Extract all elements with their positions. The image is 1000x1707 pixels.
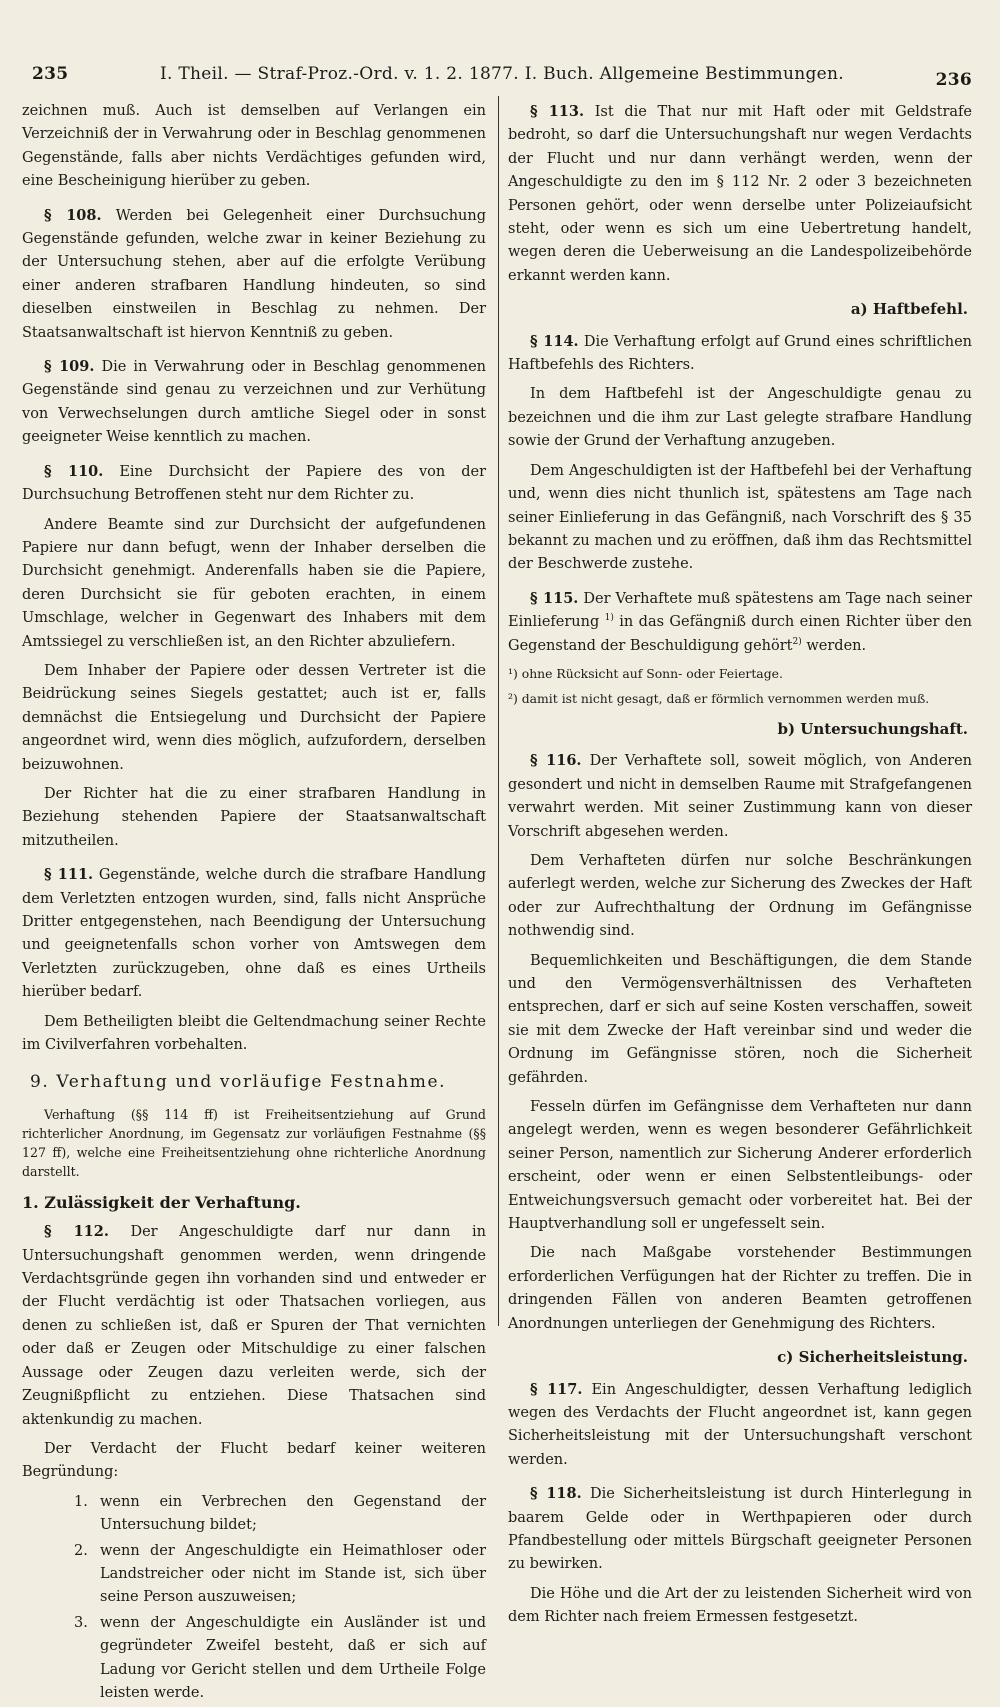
list-item bbox=[22, 1491, 486, 1538]
section-110-paragraph: Dem Inhaber der Papiere oder dessen Vertreter ist die Beidrückung seines Siegels gestattet; auch ist er, falls demnächst die Entsiegelung und Durchsicht der Papiere angeordnet wird, wenn dies möglich, aufzufordern, derselben beizuwohnen. bbox=[22, 662, 486, 773]
running-header bbox=[32, 62, 972, 94]
subsection-heading-a: a) Haftbefehl. bbox=[850, 300, 968, 319]
section-text: in das Gefängniß durch einen Richter über den Gegenstand der Beschuldigung gehört bbox=[508, 614, 972, 654]
list-item bbox=[22, 1540, 486, 1610]
section-118 bbox=[508, 1482, 972, 1577]
section-118-paragraph: Die Höhe und die Art der zu leistenden Sicherheit wird von dem Richter nach freiem Ermessen festgesetzt. bbox=[508, 1585, 972, 1626]
section-111 bbox=[22, 863, 486, 1004]
section-text: Die Verhaftung erfolgt auf Grund eines schriftlichen Haftbefehls des Richters. bbox=[508, 333, 973, 374]
section-text: Die Sicherheitsleistung ist durch Hinterlegung in baarem Gelde oder in Werthpapieren oder durch Pfandbestellung oder mittels Bürgschaft geeigneter Personen zu bewirken. bbox=[508, 1486, 973, 1573]
list-number: 1. bbox=[74, 1493, 88, 1510]
section-number: § 117. bbox=[530, 1380, 583, 1398]
section-114-paragraph: Dem Angeschuldigten ist der Haftbefehl bei der Verhaftung und, wenn dies nicht thunlich ist, spätestens am Tage nach seiner Einlieferung in das Gefängniß, nach Vorschrift des § 35 bekannt zu machen und zu eröffnen, daß ihm das Rechtsmittel der Beschwerde zustehe. bbox=[508, 462, 972, 573]
section-number: § 118. bbox=[530, 1485, 582, 1503]
section-112-paragraph: Der Verdacht der Flucht bedarf keiner weiteren Begründung: bbox=[22, 1440, 486, 1481]
section-116 bbox=[508, 749, 972, 844]
section-text: Eine Durchsicht der Papiere des von der Durchsuchung Betroffenen steht nur dem Richter zu. bbox=[22, 463, 486, 504]
footnote: ²) damit ist nicht gesagt, daß er förmlich vernommen werden muß. bbox=[508, 690, 930, 706]
section-110-paragraph: Der Richter hat die zu einer strafbaren Handlung in Beziehung stehenden Papiere der Staatsanwaltschaft mitzutheilen. bbox=[22, 785, 486, 849]
chapter-note: Verhaftung (§§ 114 ff) ist Freiheitsentziehung auf Grund richterlicher Anordnung, im Gegensatz zur vorläufigen Festnahme (§§ 127 ff), welche eine Freiheitsentziehung ohne richterliche Anordnung darstellt. bbox=[22, 1106, 486, 1179]
list-text: wenn der Angeschuldigte ein Heimathloser oder Landstreicher oder nicht im Stande ist, sich über seine Person auszuweisen; bbox=[100, 1542, 486, 1606]
section-number: § 109. bbox=[44, 358, 95, 376]
section-110 bbox=[22, 460, 486, 508]
section-text: Der Angeschuldigte darf nur dann in Untersuchungshaft genommen werden, wenn dringende Verdachtsgründe gegen ihn vorhanden sind und entweder er der Flucht verdächtig ist oder Thatsachen vorliegen, aus denen zu schließen ist, daß er Spuren der That vernichten oder daß er Zeugen oder Mitschuldige zu einer falschen Aussage oder Zeugen dazu verleiten werde, sich der Zeugnißpflicht zu entziehen. Diese Thatsachen sind aktenkundig zu machen. bbox=[22, 1224, 486, 1428]
list-text: wenn der Angeschuldigte ein Ausländer ist und gegründeter Zweifel besteht, daß er sich auf Ladung vor Gericht stellen und dem Urtheile Folge leisten werde. bbox=[100, 1614, 486, 1701]
section-text: Der Verhaftete soll, soweit möglich, von Anderen gesondert und nicht in demselben Raume mit Strafgefangenen verwahrt werden. Mit seiner Zustimmung kann von dieser Vorschrift abgesehen werden. bbox=[508, 753, 972, 840]
footnote-marker: 1) bbox=[604, 613, 614, 624]
section-109 bbox=[22, 355, 486, 450]
section-text: werden. bbox=[806, 637, 867, 654]
running-title: I. Theil. — Straf-Proz.-Ord. v. 1. 2. 1877. I. Buch. Allgemeine Bestimmungen. bbox=[160, 64, 844, 84]
section-117 bbox=[508, 1378, 972, 1473]
subsection-heading: 1. Zulässigkeit der Verhaftung. bbox=[22, 1192, 301, 1212]
section-number: § 116. bbox=[530, 752, 582, 770]
column-divider bbox=[498, 96, 499, 1326]
section-113 bbox=[508, 100, 972, 288]
section-112 bbox=[22, 1220, 486, 1432]
section-110-paragraph: Andere Beamte sind zur Durchsicht der aufgefundenen Papiere nur dann befugt, wenn der Inhaber derselben die Durchsicht genehmigt. Anderenfalls haben sie die Papiere, deren Durchsicht sie für geboten erachten, in einem Umschlage, welcher in Gegenwart des Inhabers mit dem Amtssiegel zu verschließen ist, an den Richter abzuliefern. bbox=[22, 516, 486, 650]
section-number: § 110. bbox=[44, 462, 104, 480]
section-text: Gegenstände, welche durch die strafbare Handlung dem Verletzten entzogen wurden, sind, falls nicht Ansprüche Dritter entgegenstehen, nach Beendigung der Untersuchung und geeignetenfalls schon vorher von Amtswegen dem Verletzten zurückzugeben, ohne daß es eines Urtheils hierüber bedarf. bbox=[22, 867, 486, 1001]
section-number: § 113. bbox=[530, 103, 585, 120]
section-116-paragraph: Die nach Maßgabe vorstehender Bestimmungen erforderlichen Verfügungen hat der Richter zu treffen. Die in dringenden Fällen von anderen Beamten getroffenen Anordnungen unterliegen der Genehmigung des Richters. bbox=[508, 1245, 972, 1332]
section-116-paragraph: Dem Verhafteten dürfen nur solche Beschränkungen auferlegt werden, welche zur Sicherung des Zweckes der Haft oder zur Aufrechthaltung der Ordnung im Gefängnisse nothwendig sind. bbox=[508, 852, 972, 940]
section-108 bbox=[22, 204, 486, 345]
list-number: 3. bbox=[74, 1614, 88, 1631]
chapter-heading: 9. Verhaftung und vorläufige Festnahme. bbox=[30, 1072, 447, 1093]
subsection-heading-b: b) Untersuchungshaft. bbox=[777, 719, 968, 738]
section-number: § 112. bbox=[44, 1223, 109, 1241]
section-116-paragraph: Fesseln dürfen im Gefängnisse dem Verhafteten nur dann angelegt werden, wenn es wegen besonderer Gefährlichkeit seiner Person, namentlich zur Sicherung Anderer erforderlich erscheint, oder wenn er einen Selbstentleibungs- oder Entweichungsversuch gemacht oder vorbereitet hat. Bei der Hauptverhandlung soll er ungefesselt sein. bbox=[508, 1099, 972, 1233]
section-text: Der Verhaftete muß spätestens am Tage nach seiner Einlieferung bbox=[508, 590, 972, 631]
section-114-paragraph: In dem Haftbefehl ist der Angeschuldigte genau zu bezeichnen und die ihm zur Last gelegte strafbare Handlung sowie der Grund der Verhaftung anzugeben. bbox=[508, 386, 972, 450]
page-number-right: 236 bbox=[935, 70, 972, 90]
section-115 bbox=[508, 587, 972, 658]
list-text: wenn ein Verbrechen den Gegenstand der Untersuchung bildet; bbox=[100, 1493, 486, 1534]
section-number: § 114. bbox=[530, 332, 579, 350]
page-number-left: 235 bbox=[32, 64, 69, 84]
left-column bbox=[22, 100, 486, 1707]
section-text: Werden bei Gelegenheit einer Durchsuchung Gegenstände gefunden, welche zwar in keiner Beziehung zu der Untersuchung stehen, aber auf die erfolgte Verübung einer anderen strafbaren Handlung hindeuten, so sind dieselben einstweilen in Beschlag zu nehmen. Der Staatsanwaltschaft ist hiervon Kenntniß zu geben. bbox=[22, 207, 486, 341]
footnote: ¹) ohne Rücksicht auf Sonn- oder Feiertage. bbox=[508, 665, 783, 681]
right-column bbox=[508, 100, 972, 1636]
section-text: Ist die That nur mit Haft oder mit Geldstrafe bedroht, so darf die Untersuchungshaft nur wegen Verdachts der Flucht und nur dann verhängt werden, wenn der Angeschuldigte zu den im § 112 Nr. 2 oder 3 bezeichneten Personen gehört, oder wenn derselbe unter Polizeiaufsicht steht, oder wenn es sich um eine Uebertretung handelt, wegen deren die Ueberweisung an die Landespolizeibehörde erkannt werden kann. bbox=[508, 104, 972, 284]
list-number: 2. bbox=[74, 1542, 88, 1559]
section-111-paragraph: Dem Betheiligten bleibt die Geltendmachung seiner Rechte im Civilverfahren vorbehalten. bbox=[22, 1013, 486, 1054]
section-text: Die in Verwahrung oder in Beschlag genommenen Gegenstände sind genau zu verzeichnen und zur Verhütung von Verwechselungen durch amtliche Siegel oder in sonst geeigneter Weise kenntlich zu machen. bbox=[22, 359, 486, 446]
paragraph-continuation: zeichnen muß. Auch ist demselben auf Verlangen ein Verzeichniß der in Verwahrung oder in Beschlag genommenen Gegenstände, falls aber nichts Verdächtiges gefunden wird, eine Bescheinigung hierüber zu geben. bbox=[22, 103, 486, 190]
list-item bbox=[22, 1612, 486, 1706]
section-number: § 115. bbox=[530, 589, 579, 607]
footnote-marker: 2) bbox=[792, 636, 802, 647]
section-number: § 111. bbox=[44, 866, 94, 884]
subsection-heading-c: c) Sicherheitsleistung. bbox=[777, 1348, 968, 1367]
section-114 bbox=[508, 330, 972, 378]
section-text: Ein Angeschuldigter, dessen Verhaftung lediglich wegen des Verdachts der Flucht angeordnet ist, kann gegen Sicherheitsleistung mit der Untersuchungshaft verschont werden. bbox=[508, 1381, 972, 1468]
section-116-paragraph: Bequemlichkeiten und Beschäftigungen, die dem Stande und den Vermögensverhältnissen des Verhafteten entsprechen, darf er sich auf seine Kosten verschaffen, soweit sie mit dem Zwecke der Haft vereinbar sind und weder die Ordnung im Gefängnisse stören, noch die Sicherheit gefährden. bbox=[508, 952, 972, 1086]
section-number: § 108. bbox=[44, 206, 102, 224]
